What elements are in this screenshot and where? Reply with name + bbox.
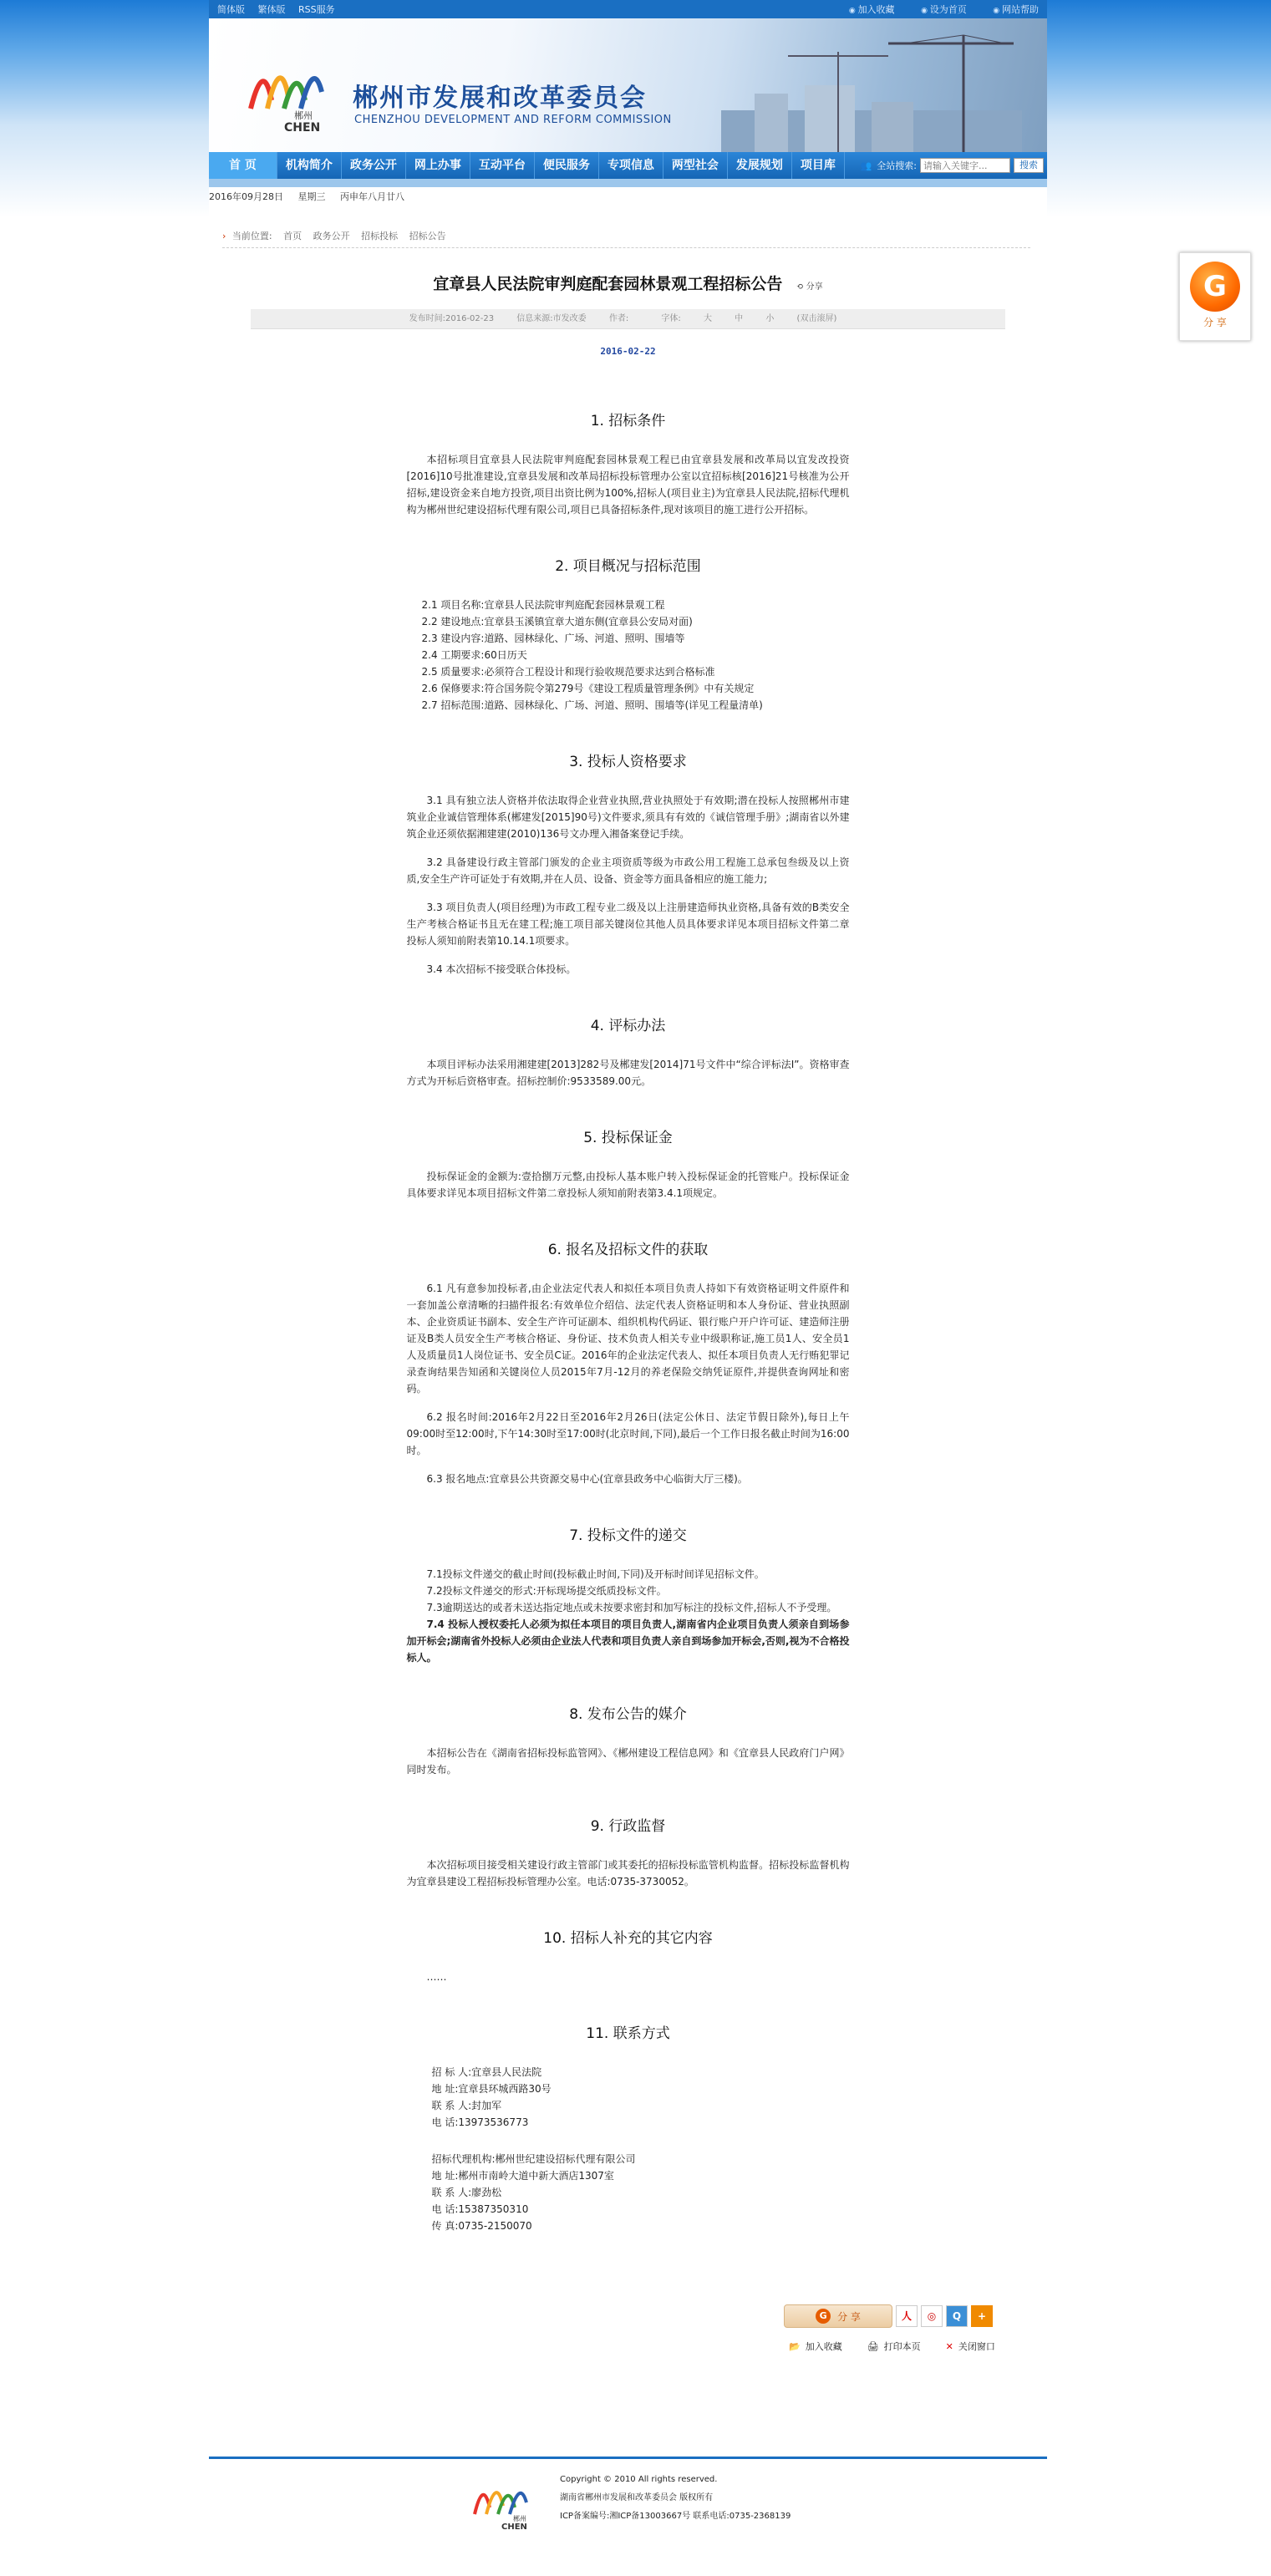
article-meta (251, 309, 1005, 329)
print-icon: 🖨 (867, 2341, 879, 2352)
paragraph: 6.1 凡有意参加投标者,由企业法定代表人和拟任本项目负责人持如下有效资格证明文件原件和一套加盖公章清晰的扫描件报名:有效单位介绍信、法定代表人资格证明和本人身份证、营业执照副本、企业资质证书副本、安全生产许可证副本、组织机构代码证、银行账户开户许可证、建造师注册证及B类人员安全生产考核合格证、身份证、技术负责人相关专业中级职称证,施工员1人、安全员1人及质量员1人岗位证书、安全员C证。2016年的企业法定代表人、拟任本项目负责人无行贿犯罪记录查询结果告知函和关键岗位人员2015年7月-12月的养老保险交纳凭证原件,并提供查询网址和密码。 (406, 1283, 850, 1395)
section-heading: 5. 投标保证金 (583, 1130, 673, 1146)
paragraph: …… (426, 1971, 447, 1983)
breadcrumb-label: 当前位置: (231, 231, 272, 241)
section-heading: 6. 报名及招标文件的获取 (547, 1242, 709, 1258)
search-label: 全站搜索: (877, 160, 917, 171)
contact-line: 招标代理机构:郴州世纪建设招标代理有限公司 (431, 2153, 636, 2165)
floating-share-icon: G (1190, 262, 1240, 312)
article-body (407, 413, 850, 2234)
simplified-link[interactable]: 简体版 (217, 4, 245, 15)
nav-public-services[interactable]: 便民服务 (535, 152, 599, 179)
search-icon: 👥 (860, 160, 872, 171)
search-input[interactable] (920, 158, 1010, 173)
paragraph: 6.3 报名地点:宜章县公共资源交易中心(宜章县政务中心临街大厅三楼)。 (426, 1473, 748, 1485)
search-button[interactable]: 搜索 (1014, 158, 1044, 173)
breadcrumb-arrow-icon: › (222, 231, 226, 241)
contact-line: 联 系 人:廖劲松 (431, 2187, 502, 2198)
breadcrumb-home[interactable]: 首页 (283, 231, 302, 241)
section-heading: 11. 联系方式 (586, 2025, 670, 2042)
paragraph: 本招标公告在《湖南省招标投标监管网》、《郴州建设工程信息网》和《宜章县人民政府门户网》同时发布。 (406, 1747, 850, 1776)
nav-two-oriented[interactable]: 两型社会 (663, 152, 728, 179)
contact-line: 电 话:13973536773 (431, 2116, 529, 2128)
section-heading: 7. 投标文件的递交 (569, 1527, 687, 1544)
nav-planning[interactable]: 发展规划 (728, 152, 792, 179)
svg-text:CHEN: CHEN (501, 2523, 527, 2531)
rss-link[interactable]: RSS服务 (298, 4, 335, 15)
contact-line: 传 真:0735-2150070 (431, 2220, 532, 2232)
close-window-button[interactable]: ✕ 关闭窗口 (945, 2341, 995, 2352)
article-title-row (251, 267, 1005, 301)
share-icon: ⟲ (796, 282, 804, 292)
qzone-share-icon[interactable]: Q (946, 2305, 968, 2327)
paragraph: 本项目评标办法采用湘建建[2013]282号及郴建发[2014]71号文件中“综合评标法Ⅰ”。资格审查方式为开标后资格审查。招标控制价:9533589.00元。 (406, 1059, 850, 1087)
list-item: 2.3 建设内容:道路、园林绿化、广场、河道、照明、围墙等 (421, 633, 685, 644)
close-icon: ✕ (945, 2341, 953, 2352)
article (251, 267, 1005, 2234)
article-toolbar (784, 2304, 995, 2353)
svg-text:郴州: 郴州 (294, 110, 313, 121)
meta-pubtime: 发布时间:2016-02-23 (409, 314, 495, 323)
section-heading: 4. 评标办法 (590, 1018, 666, 1034)
site-subtitle: CHENZHOU DEVELOPMENT AND REFORM COMMISSION (354, 114, 672, 126)
weibo-share-icon[interactable]: ◎ (921, 2305, 943, 2327)
chenzhou-logo-icon (242, 50, 334, 134)
main-content (209, 207, 1047, 2547)
paragraph: 本次招标项目接受相关建设行政主管部门或其委托的招标投标监管机构监督。招标投标监督机构为宜章县建设工程招标投标管理办公室。电话:0735-3730052。 (406, 1859, 850, 1888)
floating-share-label: 分 享 (1203, 317, 1227, 328)
share-logo-icon: G (816, 2309, 831, 2324)
share-button[interactable]: G 分 享 (784, 2304, 892, 2328)
breadcrumb (222, 229, 455, 242)
tool-links (784, 2340, 995, 2353)
contact-line: 地 址:宜章县环城西路30号 (431, 2083, 552, 2095)
meta-font: 字体: 大 中 小 (双击滚屏) (661, 314, 837, 323)
contact-line: 联 系 人:封加军 (431, 2100, 502, 2111)
list-item: 2.5 质量要求:必须符合工程设计和现行验收规范要求达到合格标准 (421, 666, 715, 678)
contact-line: 地 址:郴州市南岭大道中新大酒店1307室 (431, 2170, 614, 2182)
nav-home[interactable]: 首 页 (209, 152, 277, 179)
top-bar (209, 0, 1047, 18)
footer-text (560, 2471, 791, 2526)
lunar-date: 丙申年八月廿八 (340, 191, 404, 202)
list-item: 7.1投标文件递交的截止时间(投标截止时间,下同)及开标时间详见招标文件。 (426, 1568, 765, 1580)
list-item: 7.3逾期送达的或者未送达指定地点或未按要求密封和加写标注的投标文件,招标人不予受理。 (426, 1602, 837, 1613)
breadcrumb-divider (222, 247, 1030, 248)
top-actions (826, 3, 1039, 16)
font-mid-button[interactable]: 中 (735, 314, 744, 323)
print-button[interactable]: 🖨 打印本页 (867, 2341, 921, 2352)
footer-owner: 湖南省郴州市发展和改革委员会 版权所有 (560, 2493, 714, 2502)
nav-interaction[interactable]: 互动平台 (470, 152, 535, 179)
list-item: 2.4 工期要求:60日历天 (421, 649, 527, 661)
more-share-icon[interactable]: + (971, 2305, 993, 2327)
title-share-link[interactable]: ⟲ 分享 (796, 282, 823, 292)
sub-nav-strip (209, 179, 1047, 187)
page-wrapper (209, 0, 1047, 2547)
list-item: 2.7 招标范围:道路、园林绿化、广场、河道、照明、围墙等(详见工程量清单) (421, 699, 763, 711)
nav-about[interactable]: 机构简介 (277, 152, 342, 179)
font-small-button[interactable]: 小 (765, 314, 775, 323)
construction-crane-icon (721, 27, 1022, 152)
list-item: 2.2 建设地点:宜章县玉溪镇宜章大道东侧(宜章县公安局对面) (421, 616, 693, 627)
svg-text:郴州: 郴州 (513, 2515, 526, 2523)
add-favorite-link[interactable]: ◉ 加入收藏 (849, 4, 895, 15)
meta-source: 信息来源:市发改委 (516, 314, 587, 323)
paragraph: 3.2 具备建设行政主管部门颁发的企业主项资质等级为市政公用工程施工总承包叁级及以上资质,安全生产许可证处于有效期,并在人员、设备、资金等方面具备相应的施工能力; (406, 856, 850, 885)
contact-tenderer (407, 2064, 850, 2131)
paragraph: 本招标项目宜章县人民法院审判庭配套园林景观工程已由宜章县发展和改革局以宜发改投资[2016]10号批准建设,宜章县发展和改革局招标投标管理办公室以宜招标核[2016]21号核准为公开招标,建设资金来自地方投资,项目出资比例为100%,招标人(项目业主)为宜章县人民法院,招标代理机构为郴州世纪建设招标代理有限公司,项目已具备招标条件,现对该项目的施工进行公开招标。 (406, 454, 850, 516)
paragraph: 7.4 投标人授权委托人必须为拟任本项目的项目负责人,湖南省内企业项目负责人须亲自到场参加开标会;湖南省外投标人必须由企业法人代表和项目负责人亲自到场参加开标会,否则,视为不合格投标人。 (406, 1618, 850, 1664)
current-date: 2016年09月28日 (209, 191, 283, 202)
paragraph: 3.3 项目负责人(项目经理)为市政工程专业二级及以上注册建造师执业资格,具备有效的B类安全生产考核合格证书且无在建工程;施工项目部关键岗位其他人员具体要求详见本项目招标文件第二章投标人须知前附表第10.14.1项要求。 (406, 902, 850, 947)
list-item: 7.2投标文件递交的形式:开标现场提交纸质投标文件。 (426, 1585, 667, 1597)
section-heading: 10. 招标人补充的其它内容 (543, 1930, 713, 1947)
meta-author: 作者: (608, 314, 629, 323)
paragraph: 3.4 本次招标不接受联合体投标。 (426, 963, 577, 975)
breadcrumb-bidding[interactable]: 招标投标 (361, 231, 399, 241)
footer-logo-icon (468, 2472, 543, 2531)
footer-copyright: Copyright © 2010 All rights reserved. (560, 2475, 718, 2484)
section-heading: 2. 项目概况与招标范围 (555, 558, 701, 575)
double-click-scroll[interactable]: (双击滚屏) (796, 314, 837, 323)
add-favorite-button[interactable]: 📂 加入收藏 (789, 2341, 842, 2352)
paragraph: 投标保证金的金额为:壹拾捌万元整,由投标人基本账户转入投标保证金的托管账户。投标保证金具体要求详见本项目招标文件第二章投标人须知前附表第3.4.1项规定。 (406, 1171, 850, 1199)
contact-line: 电 话:15387350310 (431, 2203, 529, 2215)
nav-projects[interactable]: 项目库 (792, 152, 845, 179)
traditional-link[interactable]: 繁体版 (257, 4, 286, 15)
header-banner (209, 18, 1047, 152)
top-links (217, 3, 345, 16)
list-item: 2.6 保修要求:符合国务院令第279号《建设工程质量管理条例》中有关规定 (421, 683, 755, 694)
floating-share-widget[interactable] (1179, 252, 1251, 341)
contact-line: 招 标 人:宜章县人民法院 (431, 2066, 542, 2078)
section-heading: 9. 行政监督 (590, 1818, 666, 1835)
breadcrumb-notice[interactable]: 招标公告 (409, 231, 446, 241)
date-bar (209, 187, 1047, 207)
paragraph: 6.2 报名时间:2016年2月22日至2016年2月26日(法定公休日、法定节假日除外),每日上午09:00时至12:00时,下午14:30时至17:00时(北京时间,下同),最后一个工作日报名截止时间为16:00时。 (406, 1411, 850, 1456)
publish-date: 2016-02-22 (600, 346, 656, 357)
main-nav (209, 152, 1047, 179)
footer-icp: ICP备案编号:湘ICP备13003667号 联系电话:0735-2368139 (560, 2512, 791, 2521)
font-big-button[interactable]: 大 (703, 314, 712, 323)
nav-online-services[interactable]: 网上办事 (406, 152, 470, 179)
pdf-share-icon[interactable]: 人 (896, 2305, 918, 2327)
breadcrumb-gov-affairs[interactable]: 政务公开 (313, 231, 350, 241)
section-heading: 8. 发布公告的媒介 (569, 1706, 687, 1723)
svg-text:CHEN: CHEN (284, 121, 321, 134)
section-heading: 1. 招标条件 (590, 413, 666, 429)
set-homepage-link[interactable]: ◉ 设为首页 (921, 4, 967, 15)
current-weekday: 星期三 (297, 191, 326, 202)
footer (209, 2457, 1047, 2548)
nav-special-info[interactable]: 专项信息 (599, 152, 663, 179)
paragraph: 3.1 具有独立法人资格并依法取得企业营业执照,营业执照处于有效期;潜在投标人按照郴州市建筑业企业诚信管理体系(郴建发[2015]90号)文件要求,须具有有效的《诚信管理手册》;湖南省以外建筑企业还须依据湘建建(2010)136号文办理入湘备案登记手续。 (406, 795, 850, 840)
site-search (861, 158, 1047, 173)
help-link[interactable]: ◉ 网站帮助 (993, 4, 1039, 15)
share-row (784, 2304, 995, 2328)
favorite-icon: 📂 (789, 2341, 801, 2352)
site-title: 郴州市发展和改革委员会 (353, 84, 647, 113)
contact-agency (407, 2151, 850, 2234)
nav-gov-affairs[interactable]: 政务公开 (342, 152, 406, 179)
article-title: 宜章县人民法院审判庭配套园林景观工程招标公告 (433, 275, 783, 293)
list-item: 2.1 项目名称:宜章县人民法院审判庭配套园林景观工程 (421, 599, 665, 611)
section-heading: 3. 投标人资格要求 (569, 754, 687, 770)
